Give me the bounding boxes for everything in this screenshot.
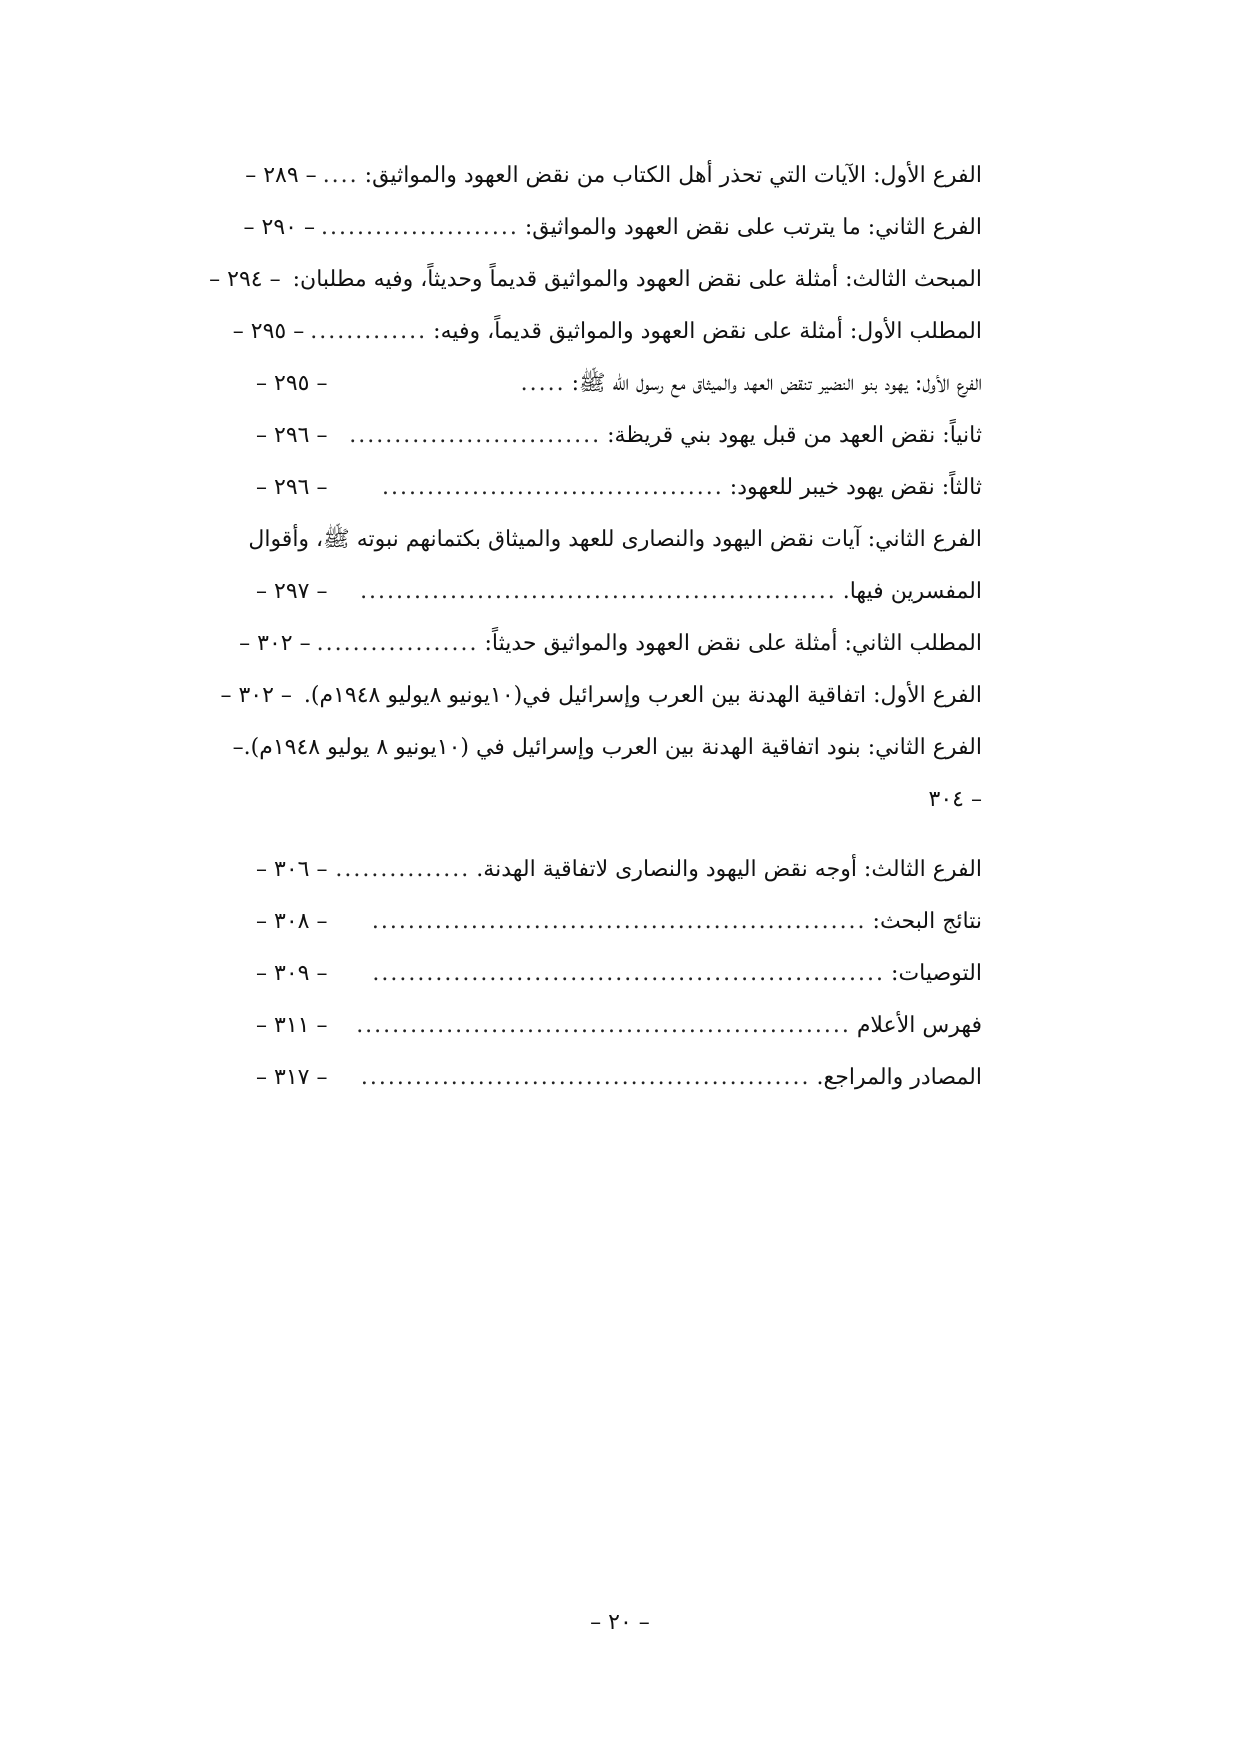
toc-page-number: – ٢٩٤ –	[209, 267, 281, 292]
toc-page-number: – ٢٨٩ –	[245, 163, 317, 188]
toc-page-number: – ٣٠٦ –	[256, 857, 328, 882]
toc-dot-leader: .......................................................	[356, 1013, 851, 1038]
toc-page-number: – ٢٩٧ –	[256, 579, 328, 604]
toc-page-number: – ٣١١ –	[256, 1013, 328, 1038]
toc-dot-leader: ....	[322, 163, 359, 188]
toc-entry[interactable]	[220, 670, 982, 722]
toc-entry-title: المطلب الأول: أمثلة على نقض العهود والمواثيق قديماً، وفيه:	[433, 319, 982, 344]
toc-entry[interactable]	[245, 150, 982, 202]
toc-entry[interactable]	[256, 948, 982, 1000]
toc-entry-title: الفرع الأول: يهود بنو النضير تنقض العهد والميثاق مع رسول الله ﷺ:	[571, 371, 982, 396]
table-of-contents	[209, 150, 982, 1104]
toc-page-number: – ٣٠٤	[928, 787, 982, 812]
page-number: – ٢٠ –	[590, 1610, 650, 1635]
toc-entry[interactable]	[232, 306, 982, 358]
toc-dot-leader: .....	[520, 371, 566, 396]
toc-entry-title: الفرع الثالث: أوجه نقض اليهود والنصارى لاتفاقية الهدنة.	[476, 857, 982, 882]
toc-page-number: – ٢٩٥ –	[232, 319, 305, 344]
toc-entry-title: الفرع الثاني: آيات نقض اليهود والنصارى للعهد والميثاق بكتمانهم نبوته ﷺ، وأقوال	[248, 527, 982, 552]
toc-entry-title: فهرس الأعلام	[856, 1013, 982, 1038]
spacer	[256, 826, 982, 844]
toc-entry[interactable]	[256, 410, 982, 462]
toc-entry[interactable]	[256, 844, 982, 896]
toc-entry-title: التوصيات:	[891, 961, 982, 986]
toc-page-number: – ٣٠٨ –	[256, 909, 328, 934]
toc-entry-title: المطلب الثاني: أمثلة على نقض العهود والمواثيق حديثاً:	[484, 631, 982, 656]
toc-entry-title: الفرع الثاني: بنود اتفاقية الهدنة بين العرب وإسرائيل في (١٠يونيو ٨ يوليو ١٩٤٨م).–	[232, 735, 982, 760]
toc-entry-title: الفرع الأول: اتفاقية الهدنة بين العرب وإسرائيل في(١٠يونيو ٨يوليو ١٩٤٨م).	[303, 683, 982, 708]
toc-entry[interactable]	[256, 358, 982, 410]
toc-dot-leader: .........................................................	[372, 961, 886, 986]
toc-page-number: – ٣٠٢ –	[239, 631, 311, 656]
toc-dot-leader: ..................	[316, 631, 479, 656]
toc-entry[interactable]	[256, 1052, 982, 1104]
toc-entry-title: الفرع الثاني: ما يترتب على نقض العهود والمواثيق:	[524, 215, 982, 240]
toc-entry[interactable]	[239, 618, 982, 670]
toc-page-number: – ٢٩٠ –	[243, 215, 315, 240]
toc-dot-leader: ...............	[335, 857, 471, 882]
toc-dot-leader: ......................	[320, 215, 519, 240]
toc-dot-leader: .....................................................	[360, 579, 837, 604]
toc-entry-title: الفرع الأول: الآيات التي تحذر أهل الكتاب من نقض العهود والمواثيق:	[364, 163, 982, 188]
toc-entry[interactable]	[243, 202, 982, 254]
toc-dot-leader: .......................................................	[371, 909, 867, 934]
toc-entry[interactable]	[256, 896, 982, 948]
toc-entry-split-line1[interactable]	[232, 722, 982, 774]
toc-page-number: – ٣٠٩ –	[256, 961, 328, 986]
toc-page-number: – ٢٩٥ –	[256, 371, 328, 396]
toc-entry-title-continued: المفسرين فيها.	[842, 579, 982, 604]
page-footer	[0, 1610, 1240, 1635]
toc-dot-leader: ......................................	[382, 475, 724, 500]
toc-page-number: – ٣١٧ –	[256, 1065, 328, 1090]
toc-page-number: – ٢٩٦ –	[256, 423, 328, 448]
toc-entry-split-line2[interactable]	[256, 774, 982, 826]
toc-entry-title: ثانياً: نقض العهد من قبل يهود بني قريظة:	[607, 423, 982, 448]
toc-dot-leader: ............................	[349, 423, 602, 448]
toc-entry[interactable]	[209, 254, 982, 306]
toc-entry[interactable]	[256, 1000, 982, 1052]
toc-entry-title: نتائج البحث:	[872, 909, 982, 934]
toc-entry-title: المبحث الثالث: أمثلة على نقض العهود والمواثيق قديماً وحديثاً، وفيه مطلبان:	[292, 267, 982, 292]
toc-page-number: – ٢٩٦ –	[256, 475, 328, 500]
toc-entry-wrapped-line1[interactable]	[248, 514, 982, 566]
toc-dot-leader: ..................................................	[360, 1065, 811, 1090]
toc-dot-leader: .............	[310, 319, 428, 344]
toc-entry-title: ثالثاً: نقض يهود خيبر للعهود:	[729, 475, 982, 500]
toc-entry-title: المصادر والمراجع.	[816, 1065, 982, 1090]
toc-page-number: – ٣٠٢ –	[220, 683, 292, 708]
toc-entry[interactable]	[256, 462, 982, 514]
toc-entry-wrapped-line2[interactable]	[256, 566, 982, 618]
